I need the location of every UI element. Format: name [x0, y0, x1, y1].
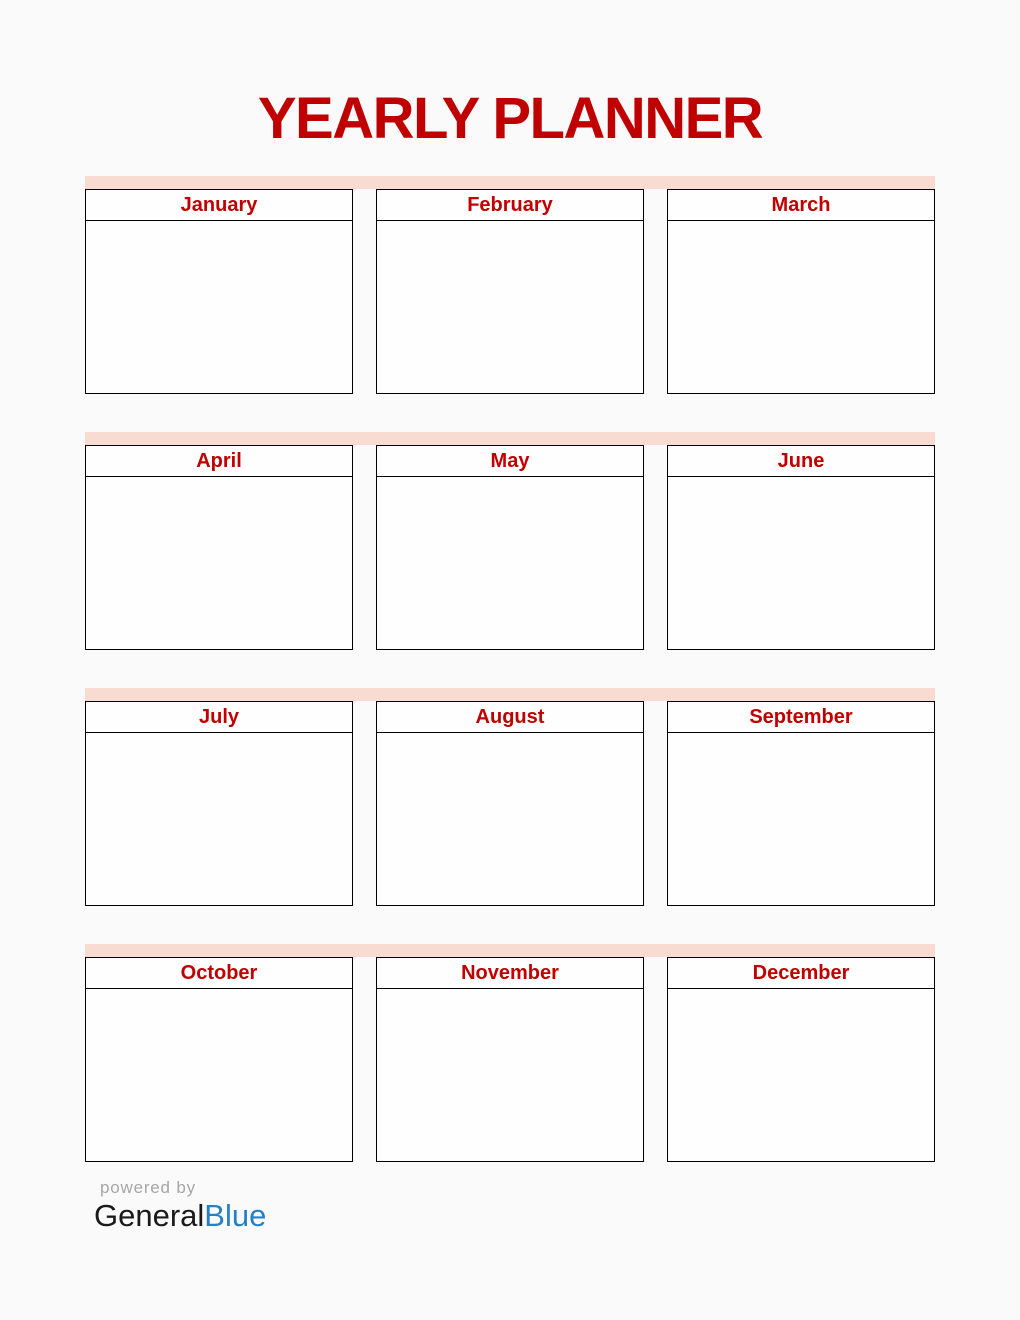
month-header: [668, 702, 934, 733]
month-box: [667, 189, 935, 394]
general-blue-logo: [94, 1199, 266, 1233]
row-accent-strip: [85, 688, 935, 701]
month-notes-area: [668, 221, 934, 393]
month-boxes-row: [85, 957, 935, 1162]
month-box: [667, 445, 935, 650]
month-notes-area: [86, 733, 352, 905]
month-notes-area: [668, 989, 934, 1161]
month-notes-area: [668, 733, 934, 905]
month-header: [668, 446, 934, 477]
footer: [94, 1178, 266, 1233]
month-title: March: [771, 193, 831, 216]
month-header: [377, 958, 643, 989]
planner-row: [85, 176, 935, 394]
month-header: [377, 446, 643, 477]
month-header: [377, 190, 643, 221]
month-box: [376, 701, 644, 906]
month-boxes-row: [85, 189, 935, 394]
month-header: [668, 958, 934, 989]
month-notes-area: [377, 221, 643, 393]
month-title: April: [196, 449, 242, 472]
month-notes-area: [377, 477, 643, 649]
month-title: September: [749, 705, 853, 728]
row-accent-strip: [85, 944, 935, 957]
month-notes-area: [668, 477, 934, 649]
planner-grid: [85, 176, 935, 1200]
month-title: December: [752, 961, 850, 984]
row-accent-strip: [85, 432, 935, 445]
month-box: [85, 957, 353, 1162]
planner-row: [85, 688, 935, 906]
logo-text-general: General: [94, 1198, 205, 1233]
month-title: November: [461, 961, 559, 984]
month-box: [376, 957, 644, 1162]
month-header: [377, 702, 643, 733]
month-header: [86, 190, 352, 221]
month-title: February: [467, 193, 553, 216]
month-box: [85, 189, 353, 394]
row-accent-strip: [85, 176, 935, 189]
month-notes-area: [377, 733, 643, 905]
month-header: [86, 958, 352, 989]
month-title: August: [475, 705, 545, 728]
month-box: [376, 445, 644, 650]
month-title: June: [777, 449, 825, 472]
planner-row: [85, 432, 935, 650]
powered-by-label: powered by: [100, 1178, 196, 1197]
page-title: YEARLY PLANNER: [257, 86, 763, 151]
month-box: [376, 189, 644, 394]
month-box: [667, 701, 935, 906]
month-box: [85, 701, 353, 906]
logo-text-blue: Blue: [204, 1198, 267, 1233]
month-box: [667, 957, 935, 1162]
month-box: [85, 445, 353, 650]
month-notes-area: [86, 989, 352, 1161]
month-notes-area: [86, 477, 352, 649]
month-boxes-row: [85, 445, 935, 650]
month-header: [86, 446, 352, 477]
month-header: [86, 702, 352, 733]
planner-row: [85, 944, 935, 1162]
month-notes-area: [377, 989, 643, 1161]
month-title: October: [180, 961, 258, 984]
month-title: July: [198, 705, 240, 728]
month-header: [668, 190, 934, 221]
month-boxes-row: [85, 701, 935, 906]
month-notes-area: [86, 221, 352, 393]
month-title: May: [490, 449, 530, 472]
month-title: January: [180, 193, 258, 216]
